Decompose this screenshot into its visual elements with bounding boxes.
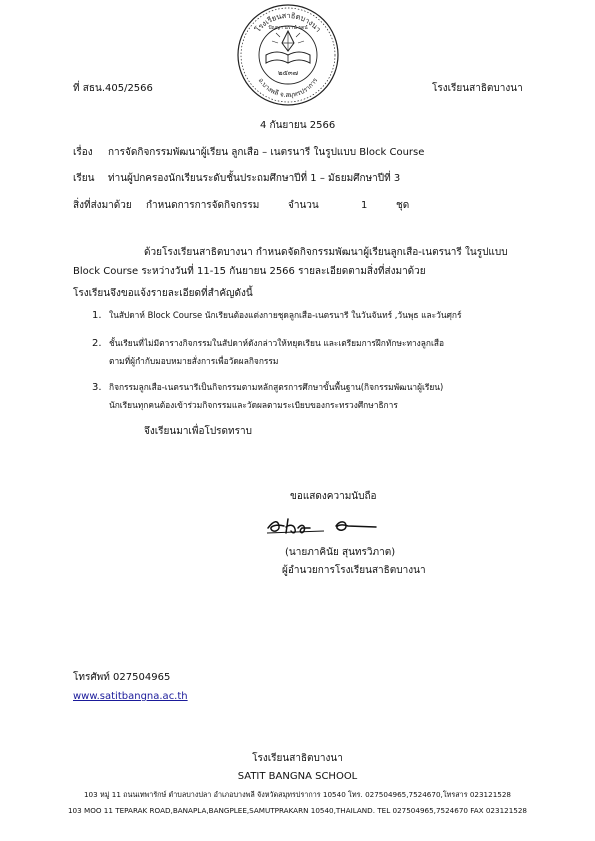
quantity-label: จำนวน	[288, 200, 319, 211]
subject-text: การจัดกิจกรรมพัฒนาผู้เรียน ลูกเสือ – เนตรนารี ในรูปแบบ Block Course	[108, 147, 425, 158]
list-item-1: ในสัปดาห์ Block Course นักเรียนต้องแต่งกายชุดลูกเสือ-เนตรนารี ในวันจันทร์ ,วันพุธ และวันศุกร์	[109, 310, 462, 320]
quantity-unit: ชุด	[396, 200, 410, 211]
seal-year: ๒๕๓๗	[278, 69, 298, 77]
seal-bottom-text: อ.บางพลี จ.สมุทรปราการ	[256, 76, 320, 100]
footer-address-en: 103 MOO 11 TEPARAK ROAD,BANAPLA,BANGPLEE,SAMUTPRAKARN 10540,THAILAND. TEL 027504965,7524670 FAX 023121528	[67, 806, 528, 815]
list-item-2-line-1: ชั้นเรียนที่ไม่มีตารางกิจกรรมในสัปดาห์ดังกล่าวให้หยุดเรียน และเตรียมการฝึกทักษะทางลูกเสือ	[109, 338, 444, 348]
website-link[interactable]: www.satitbangna.ac.th	[73, 691, 188, 702]
signatory-position: ผู้อำนวยการโรงเรียนสาธิตบางนา	[282, 565, 426, 576]
svg-text:อ.บางพลี จ.สมุทรปราการ	[257, 76, 320, 99]
list-item-number: 2.	[92, 338, 102, 349]
paragraph-2: โรงเรียนจึงขอแจ้งรายละเอียดที่สำคัญดังนี้	[73, 288, 253, 299]
footer-address-th: 103 หมู่ 11 ถนนเทพารักษ์ ตำบลบางปลา อำเภอบางพลี จังหวัดสมุทรปราการ 10540 โทร. 027504965,7524670,โทรสาร 023121528	[83, 790, 511, 799]
phone-number: โทรศัพท์ 027504965	[73, 672, 171, 683]
list-item-number: 1.	[92, 310, 102, 321]
signature-image	[264, 513, 384, 539]
signatory-name: (นายภาคินัย สุนทรวิภาต)	[285, 547, 396, 558]
attachment-label: สิ่งที่ส่งมาด้วย	[73, 200, 132, 211]
list-item-3-line-1: กิจกรรมลูกเสือ-เนตรนารีเป็นกิจกรรมตามหลักสูตรการศึกษาขั้นพื้นฐาน(กิจกรรมพัฒนาผู้เรียน)	[109, 382, 444, 392]
list-item-3-line-2: นักเรียนทุกคนต้องเข้าร่วมกิจกรรมและวัดผลตามระเบียบของกระทรวงศึกษาธิการ	[109, 400, 398, 410]
attachment-text: กำหนดการการจัดกิจกรรม	[146, 200, 260, 211]
list-item-2-line-2: ตามที่ผู้กำกับมอบหมายสั่งการเพื่อวัดผลกิจกรรม	[109, 356, 279, 366]
seal-motto: ปัญญา นรานํ รตนํ	[268, 25, 308, 31]
recipient-text: ท่านผู้ปกครองนักเรียนระดับชั้นประถมศึกษาปีที่ 1 – มัธยมศึกษาปีที่ 3	[108, 173, 401, 184]
regards-text: ขอแสดงความนับถือ	[290, 491, 377, 502]
list-item-number: 3.	[92, 382, 102, 393]
school-seal-logo	[236, 3, 340, 107]
closing-text: จึงเรียนมาเพื่อโปรดทราบ	[144, 426, 252, 437]
document-number: ที่ สธน.405/2566	[73, 83, 153, 94]
quantity-value: 1	[361, 200, 368, 211]
seal-top-text: โรงเรียนสาธิตบางนา	[253, 10, 323, 34]
recipient-label: เรียน	[73, 173, 95, 184]
footer-school-name-en: SATIT BANGNA SCHOOL	[237, 771, 358, 782]
paragraph-1-line-2: Block Course ระหว่างวันที่ 11-15 กันยายน 2566 รายละเอียดตามสิ่งที่ส่งมาด้วย	[73, 266, 426, 277]
subject-label: เรื่อง	[73, 147, 93, 158]
school-name-header: โรงเรียนสาธิตบางนา	[432, 83, 523, 94]
document-date: 4 กันยายน 2566	[260, 120, 336, 131]
paragraph-1-line-1: ด้วยโรงเรียนสาธิตบางนา กำหนดจัดกิจกรรมพัฒนาผู้เรียนลูกเสือ-เนตรนารี ในรูปแบบ	[144, 247, 508, 258]
footer-school-name-th: โรงเรียนสาธิตบางนา	[252, 753, 343, 764]
